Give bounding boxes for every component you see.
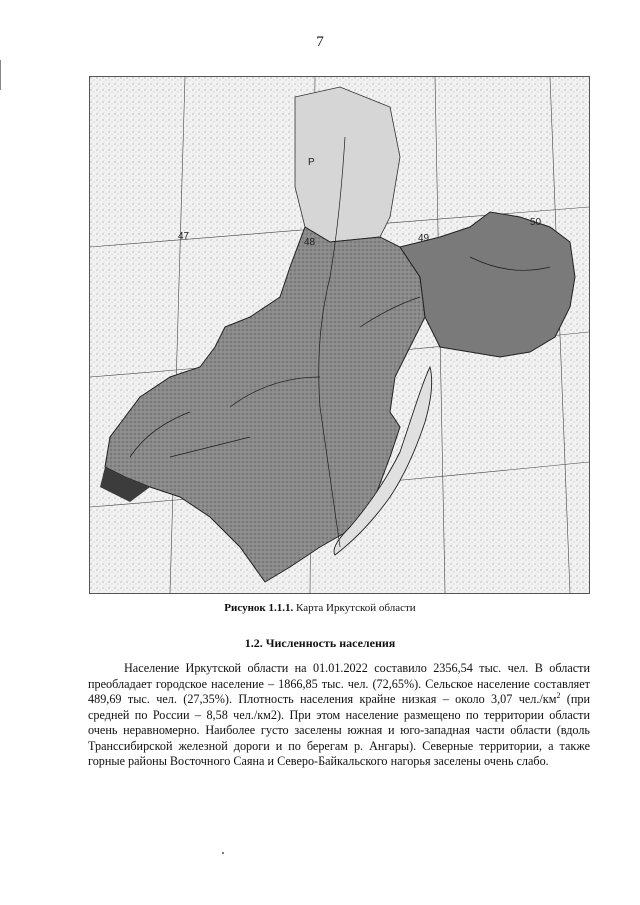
scan-artifact-dot bbox=[222, 852, 224, 854]
page-number: 7 bbox=[316, 34, 324, 50]
paragraph-part-1: Население Иркутской области на 01.01.2022 составило 2356,54 тыс. чел. В области преобладает городское население – 1866,85 тыс. чел. (72,65%). Сельское население составляет 489,69 тыс. чел. (27,35%). Плотность населения крайне низкая – около 3,07 чел./км bbox=[88, 661, 590, 706]
map-label-p: Р bbox=[308, 157, 315, 168]
superscript-2: 2 bbox=[556, 690, 561, 700]
map-label-48: 48 bbox=[304, 237, 316, 248]
figure-caption-text: Карта Иркутской области bbox=[293, 602, 416, 614]
irkutsk-region-map bbox=[89, 76, 590, 594]
figure-caption-prefix: Рисунок 1.1.1. bbox=[224, 602, 294, 614]
map-label-47: 47 bbox=[178, 231, 190, 242]
figure-caption bbox=[0, 602, 640, 614]
map-drawing bbox=[90, 77, 589, 593]
scan-edge-mark bbox=[0, 60, 1, 90]
body-paragraph bbox=[88, 661, 590, 770]
map-label-49: 49 bbox=[418, 233, 430, 244]
map-label-50: 50 bbox=[530, 217, 542, 228]
paragraph-part-2: (при средней по России – 8,58 чел./км2). При этом население размещено по территории области очень неравномерно. Наиболее густо заселены южная и юго-западная части области (вдоль Транссибирской железной дороги и по берегам р. Ангары). Северные территории, а также горные районы Восточного Саяна и Северо-Байкальского нагорья заселены очень слабо. bbox=[88, 692, 591, 768]
section-heading: 1.2. Численность населения bbox=[244, 636, 396, 650]
